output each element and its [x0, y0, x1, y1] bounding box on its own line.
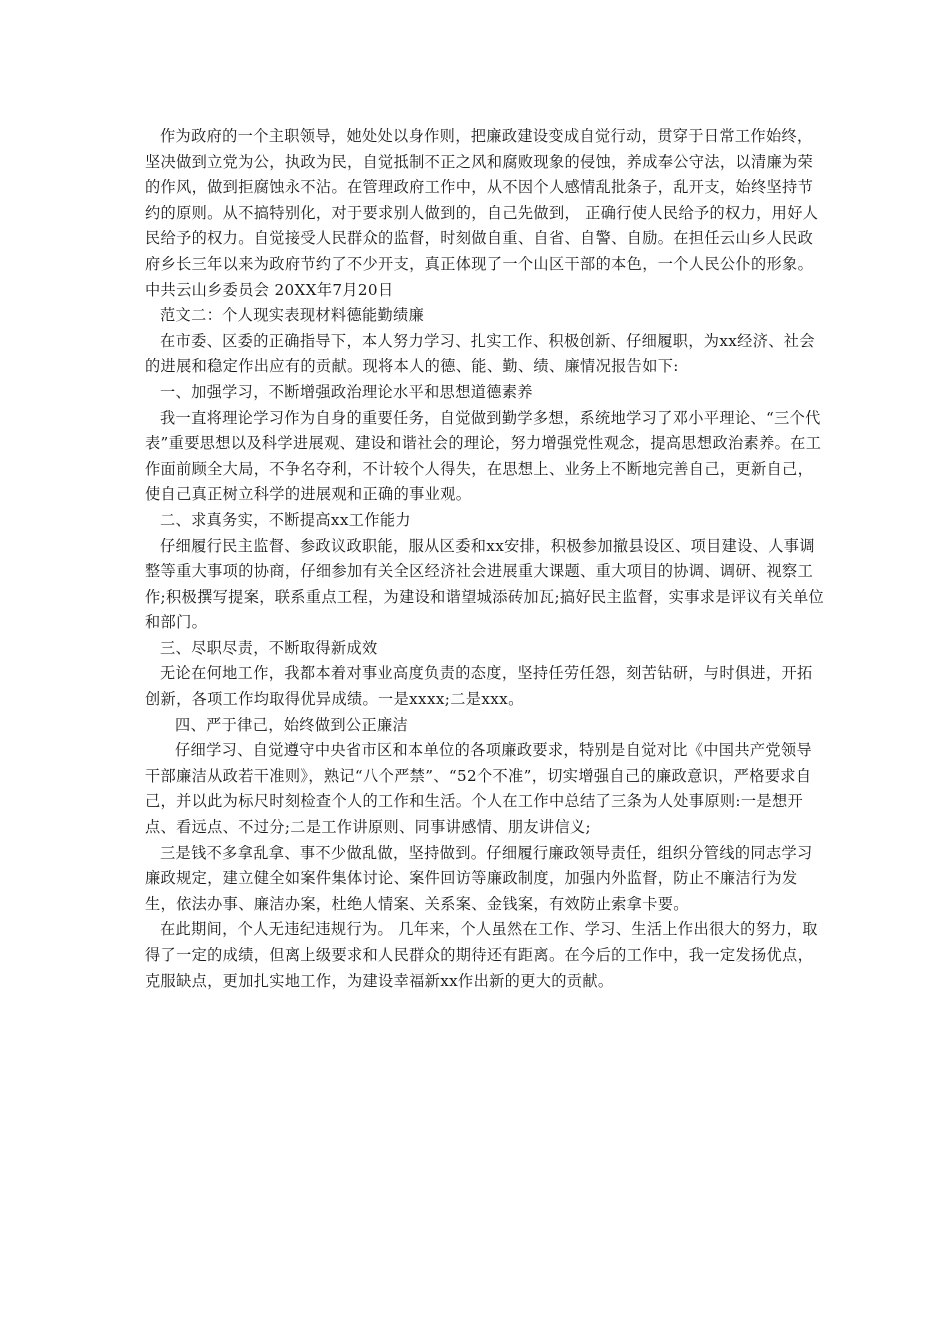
paragraph-section-3: 无论在何地工作，我都本着对事业高度负责的态度，坚持任劳任怨，刻苦钻研，与时俱进，开拓创新，各项工作均取得优异成绩。一是xxxx;二是xxx。: [145, 664, 813, 709]
paragraph-closing: 在此期间，个人无违纪违规行为。 几年来，个人虽然在工作、学习、生活上作出很大的努力，取得了一定的成绩，但离上级要求和人民群众的期待还有距离。在今后的工作中，我一定发扬优点，克服缺点，更加扎实地工作，为建设幸福新xx作出新的更大的贡献。: [145, 920, 818, 990]
document-body: [145, 124, 825, 994]
paragraph-intro: 作为政府的一个主职领导，她处处以身作则，把廉政建设变成自觉行动，贯穿于日常工作始终，坚决做到立党为公，执政为民，自觉抵制不正之风和腐败现象的侵蚀，养成奉公守法，以清廉为荣的作风，做到拒腐蚀永不沾。在管理政府工作中，从不因个人感情乱批条子，乱开支，始终坚持节约的原则。从不搞特别化，对于要求别人做到的，自己先做到， 正确行使人民给予的权力，用好人民给予的权力。自觉接受人民群众的监督，时刻做自重、自省、自警、自励。在担任云山乡人民政府乡长三年以来为政府节约了不少开支，真正体现了一个山区干部的本色，一个人民公仆的形象。 中共云山乡委员会 20XX年7月20日: [145, 127, 819, 299]
paragraph-section-2: 仔细履行民主监督、参政议政职能，服从区委和xx安排，积极参加撤县设区、项目建设、人事调整等重大事项的协商，仔细参加有关全区经济社会进展重大课题、重大项目的协调、调研、视察工作;积极撰写提案，联系重点工程，为建设和谐望城添砖加瓦;搞好民主监督，实事求是评议有关单位和部门。: [145, 536, 825, 632]
paragraph-section-1: 我一直将理论学习作为自身的重要任务，自觉做到勤学多想，系统地学习了邓小平理论、“三个代表”重要思想以及科学进展观、建设和谐社会的理论，努力增强党性观念，提高思想政治素养。在工作面前顾全大局，不争名夺利，不计较个人得失，在思想上、业务上不断地完善自己，更新自己，使自己真正树立科学的进展观和正确的事业观。: [145, 408, 822, 504]
section-heading-1: 一、加强学习，不断增强政治理论水平和思想道德素养: [160, 382, 533, 401]
section-heading-2: 二、求真务实，不断提高xx工作能力: [160, 510, 411, 529]
section-heading-4: 四、严于律己，始终做到公正廉洁: [175, 715, 409, 734]
paragraph-title: 范文二：个人现实表现材料德能勤绩廉: [160, 306, 425, 325]
section-heading-3: 三、尽职尽责，不断取得新成效: [160, 638, 378, 657]
paragraph-section-4a: 仔细学习、自觉遵守中央省市区和本单位的各项廉政要求，特别是自觉对比《中国共产党领导干部廉洁从政若干准则》，熟记“八个严禁”、“52个不准”，切实增强自己的廉政意识，严格要求自己，并以此为标尺时刻检查个人的工作和生活。个人在工作中总结了三条为人处事原则:一是想开点、看远点、不过分;二是工作讲原则、同事讲感情、朋友讲信义;: [145, 741, 813, 837]
paragraph-opening: 在市委、区委的正确指导下，本人努力学习、扎实工作、积极创新、仔细履职，为xx经济、社会的进展和稳定作出应有的贡献。现将本人的德、能、勤、绩、廉情况报告如下:: [145, 331, 815, 376]
paragraph-section-4b: 三是钱不多拿乱拿、事不少做乱做，坚持做到。仔细履行廉政领导责任，组织分管线的同志学习廉政规定，建立健全如案件集体讨论、案件回访等廉政制度，加强内外监督，防止不廉洁行为发生，依法办事、廉洁办案，杜绝人情案、关系案、金钱案，有效防止索拿卡要。: [145, 843, 813, 913]
